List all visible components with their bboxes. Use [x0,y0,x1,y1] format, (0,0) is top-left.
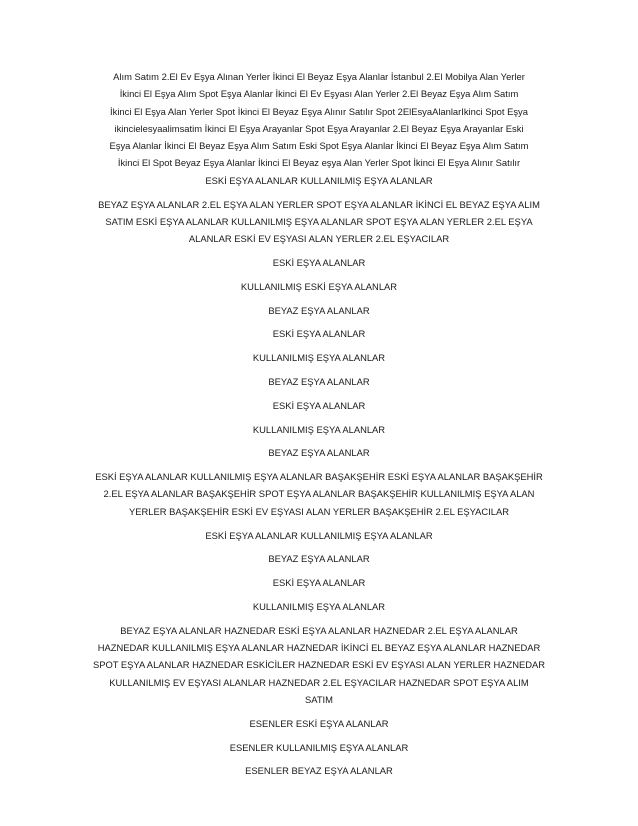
text-line: ESKİ EŞYA ALANLAR [272,328,366,340]
text-line: ESKİ EŞYA ALANLAR [272,399,366,411]
beyaz-esya-paragraph: BEYAZ EŞYA ALANLAR 2.EL EŞYA ALAN YERLER SPOT EŞYA ALANLAR İKİNCİ EL BEYAZ EŞYA ALIM SATIM ESKİ EŞYA ALANLAR KULLANILMIŞ EŞYA ALANLAR SPOT EŞYA ALAN YERLER 2.EL EŞYA ALANLAR ESKİ EV EŞYASI ALAN YERLER 2.EL EŞYACILAR [98,198,540,245]
text-line: KULLANILMIŞ EŞYA ALANLAR [252,600,386,612]
text-line: BEYAZ EŞYA ALANLAR [268,375,370,387]
text-line: KULLANILMIŞ EŞYA ALANLAR [252,423,386,435]
document-page [88,68,550,780]
haznedar-paragraph: BEYAZ EŞYA ALANLAR HAZNEDAR ESKİ EŞYA ALANLAR HAZNEDAR 2.EL EŞYA ALANLAR HAZNEDAR KULLANILMIŞ EŞYA ALANLAR HAZNEDAR İKİNCİ EL BEYAZ EŞYA ALANLAR HAZNEDAR SPOT EŞYA ALANLAR HAZNEDAR ESKİCİLER HAZNEDAR ESKİ EV EŞYASI ALAN YERLER HAZNEDAR KULLANILMIŞ EV EŞYASI ALANLAR HAZNEDAR 2.EL EŞYACILAR HAZNEDAR SPOT EŞYA ALIM SATIM [92,624,546,705]
intro-paragraph: Alım Satım 2.El Ev Eşya Alınan Yerler İkinci El Beyaz Eşya Alanlar İstanbul 2.El Mobilya Alan Yerler İkinci El Eşya Alım Spot Eşya Alanlar İkinci El Ev Eşyası Alan Yerler 2.El Beyaz Eşya Alım Satım İkinci El Eşya Alan Yerler Spot İkinci El Beyaz Eşya Alınır Satılır Spot 2ElEsyaAlanlarIkinci Spot Eşya ikincielesyaalimsatim İkinci El Eşya Arayanlar Spot Eşya Arayanlar 2.El Beyaz Eşya Arayanlar Eski Eşya Alanlar İkinci El Beyaz Eşya Alım Satım Eski Spot Eşya Alanlar İkinci El Beyaz Eşya Alım Satım İkinci El Spot Beyaz Eşya Alanlar İkinci El Beyaz eşya Alan Yerler Spot İkinci El Eşya Alınır Satılır ESKİ EŞYA ALANLAR KULLANILMIŞ EŞYA ALANLAR [109,71,529,186]
text-line: BEYAZ EŞYA ALANLAR [268,447,370,459]
text-line: BEYAZ EŞYA ALANLAR [268,304,370,316]
text-line: KULLANILMIŞ EŞYA ALANLAR [252,352,386,364]
text-line: ESENLER ESKİ EŞYA ALANLAR [249,717,389,729]
text-line: ESENLER KULLANILMIŞ EŞYA ALANLAR [229,741,409,753]
text-line: ESKİ EŞYA ALANLAR KULLANILMIŞ EŞYA ALANLAR [205,529,433,541]
basaksehir-paragraph: ESKİ EŞYA ALANLAR KULLANILMIŞ EŞYA ALANLAR BAŞAKŞEHİR ESKİ EŞYA ALANLAR BAŞAKŞEHİR 2.EL EŞYA ALANLAR BAŞAKŞEHİR SPOT EŞYA ALANLAR BAŞAKŞEHİR KULLANILMIŞ EŞYA ALAN YERLER BAŞAKŞEHİR ESKİ EV EŞYASI ALAN YERLER BAŞAKŞEHİR 2.EL EŞYACILAR [95,471,543,517]
text-line: ESKİ EŞYA ALANLAR [272,256,366,268]
text-line: KULLANILMIŞ ESKİ EŞYA ALANLAR [240,280,398,292]
text-line: ESENLER BEYAZ EŞYA ALANLAR [245,765,393,777]
text-line: ESKİ EŞYA ALANLAR [272,577,366,589]
text-line: BEYAZ EŞYA ALANLAR [268,553,370,565]
